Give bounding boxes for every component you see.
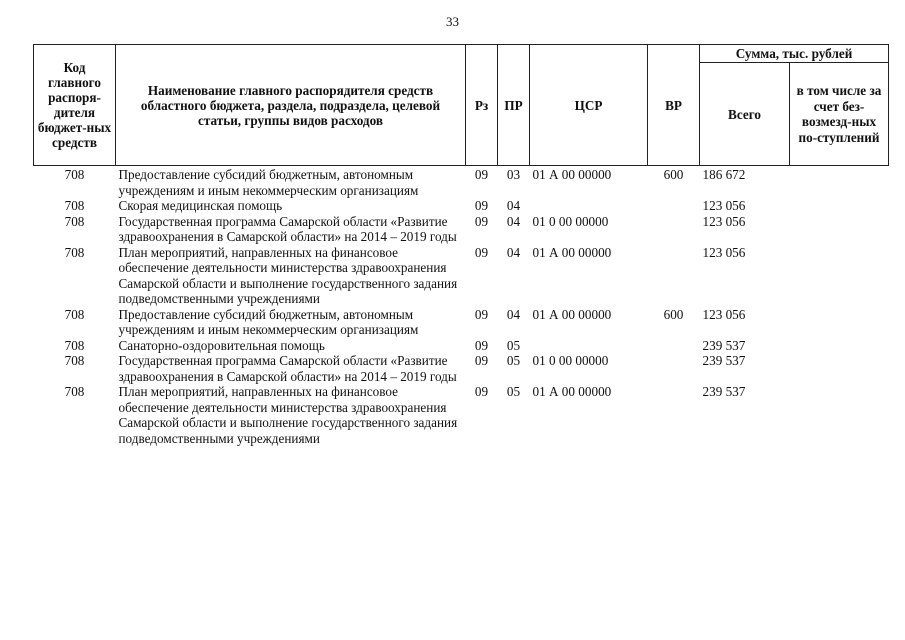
budget-table bbox=[33, 44, 889, 446]
cell-vr bbox=[648, 353, 700, 384]
cell-code: 708 bbox=[64, 213, 85, 229]
cell-grant bbox=[790, 384, 889, 446]
cell-rz: 09 bbox=[474, 244, 489, 260]
cell-pr: 04 bbox=[506, 213, 521, 229]
cell-pr: 05 bbox=[506, 337, 521, 353]
cell-pr: 05 bbox=[506, 384, 521, 399]
header-csr: ЦСР bbox=[530, 45, 648, 166]
cell-code: 708 bbox=[64, 337, 85, 353]
cell-csr: 01 0 00 00000 bbox=[532, 353, 609, 368]
cell-vr: 600 bbox=[663, 306, 684, 322]
cell-vr bbox=[648, 214, 700, 245]
table-row bbox=[34, 198, 889, 214]
cell-rz: 09 bbox=[474, 337, 489, 353]
cell-vr bbox=[648, 198, 700, 214]
cell-grant bbox=[790, 338, 889, 354]
cell-csr: 01 А 00 00000 bbox=[532, 167, 612, 182]
table-body bbox=[34, 166, 889, 447]
table-row bbox=[34, 166, 889, 199]
cell-rz: 09 bbox=[474, 167, 489, 182]
cell-name: Предоставление субсидий бюджетным, автономным учреждениям и иным некоммерческим организациям bbox=[118, 167, 419, 198]
cell-pr: 04 bbox=[506, 198, 521, 213]
cell-name: Санаторно-оздоровительная помощь bbox=[118, 337, 325, 353]
cell-csr bbox=[530, 338, 648, 354]
cell-pr: 04 bbox=[506, 244, 521, 260]
cell-total: 186 672 bbox=[702, 167, 746, 182]
cell-code: 708 bbox=[64, 384, 85, 399]
cell-csr: 01 А 00 00000 bbox=[532, 306, 612, 322]
cell-name: Скорая медицинская помощь bbox=[118, 198, 283, 213]
cell-grant bbox=[790, 353, 889, 384]
cell-csr: 01 А 00 00000 bbox=[532, 244, 612, 260]
cell-csr bbox=[530, 198, 648, 214]
cell-rz: 09 bbox=[474, 384, 489, 399]
table-row bbox=[34, 338, 889, 354]
cell-grant bbox=[790, 198, 889, 214]
header-total: Всего bbox=[700, 63, 790, 166]
cell-total: 123 056 bbox=[702, 198, 746, 213]
cell-pr: 03 bbox=[506, 167, 521, 182]
cell-total: 239 537 bbox=[702, 384, 746, 399]
cell-name: Государственная программа Самарской области «Развитие здравоохранения в Самарской области» на 2014 – 2019 годы bbox=[118, 213, 457, 244]
cell-vr bbox=[648, 338, 700, 354]
cell-grant bbox=[790, 166, 889, 199]
header-grant: в том числе за счет без-возмезд-ных по-ступлений bbox=[790, 63, 889, 166]
header-rz: Рз bbox=[466, 45, 498, 166]
table-row bbox=[34, 384, 889, 446]
table-header bbox=[34, 45, 889, 166]
cell-total: 123 056 bbox=[702, 306, 746, 322]
cell-rz: 09 bbox=[474, 353, 489, 368]
cell-code: 708 bbox=[64, 353, 85, 368]
cell-csr: 01 А 00 00000 bbox=[532, 384, 612, 399]
cell-vr bbox=[648, 384, 700, 446]
cell-total: 123 056 bbox=[702, 213, 746, 229]
cell-grant bbox=[790, 214, 889, 245]
cell-grant bbox=[790, 307, 889, 338]
table-row bbox=[34, 245, 889, 307]
cell-code: 708 bbox=[64, 244, 85, 260]
cell-code: 708 bbox=[64, 306, 85, 322]
table-row bbox=[34, 214, 889, 245]
table-row bbox=[34, 307, 889, 338]
cell-rz: 09 bbox=[474, 306, 489, 322]
header-code: Код главного распоря-дителя бюджет-ных средств bbox=[34, 45, 116, 166]
cell-grant bbox=[790, 245, 889, 307]
cell-pr: 05 bbox=[506, 353, 521, 368]
cell-total: 239 537 bbox=[702, 353, 746, 368]
cell-csr: 01 0 00 00000 bbox=[532, 213, 609, 229]
cell-rz: 09 bbox=[474, 213, 489, 229]
cell-name: Государственная программа Самарской области «Развитие здравоохранения в Самарской области» на 2014 – 2019 годы bbox=[118, 353, 457, 384]
header-vr: ВР bbox=[648, 45, 700, 166]
cell-name: План мероприятий, направленных на финансовое обеспечение деятельности министерства здравоохранения Самарской области и выполнение государственного задания подведомственными учреждениями bbox=[118, 244, 458, 306]
cell-name: Предоставление субсидий бюджетным, автономным учреждениям и иным некоммерческим организациям bbox=[118, 306, 419, 337]
table-row bbox=[34, 353, 889, 384]
cell-vr bbox=[648, 245, 700, 307]
cell-name: План мероприятий, направленных на финансовое обеспечение деятельности министерства здравоохранения Самарской области и выполнение государственного задания подведомственными учреждениями bbox=[118, 384, 458, 446]
header-name: Наименование главного распорядителя средств областного бюджета, раздела, подраздела, целевой статьи, группы видов расходов bbox=[116, 45, 466, 166]
cell-vr: 600 bbox=[663, 167, 684, 182]
header-pr: ПР bbox=[498, 45, 530, 166]
cell-rz: 09 bbox=[474, 198, 489, 213]
cell-pr: 04 bbox=[506, 306, 521, 322]
cell-code: 708 bbox=[64, 167, 85, 182]
cell-total: 123 056 bbox=[702, 244, 746, 260]
cell-total: 239 537 bbox=[702, 337, 746, 353]
page-number: 33 bbox=[446, 14, 459, 29]
cell-code: 708 bbox=[64, 198, 85, 213]
header-sum: Сумма, тыс. рублей bbox=[700, 45, 889, 63]
